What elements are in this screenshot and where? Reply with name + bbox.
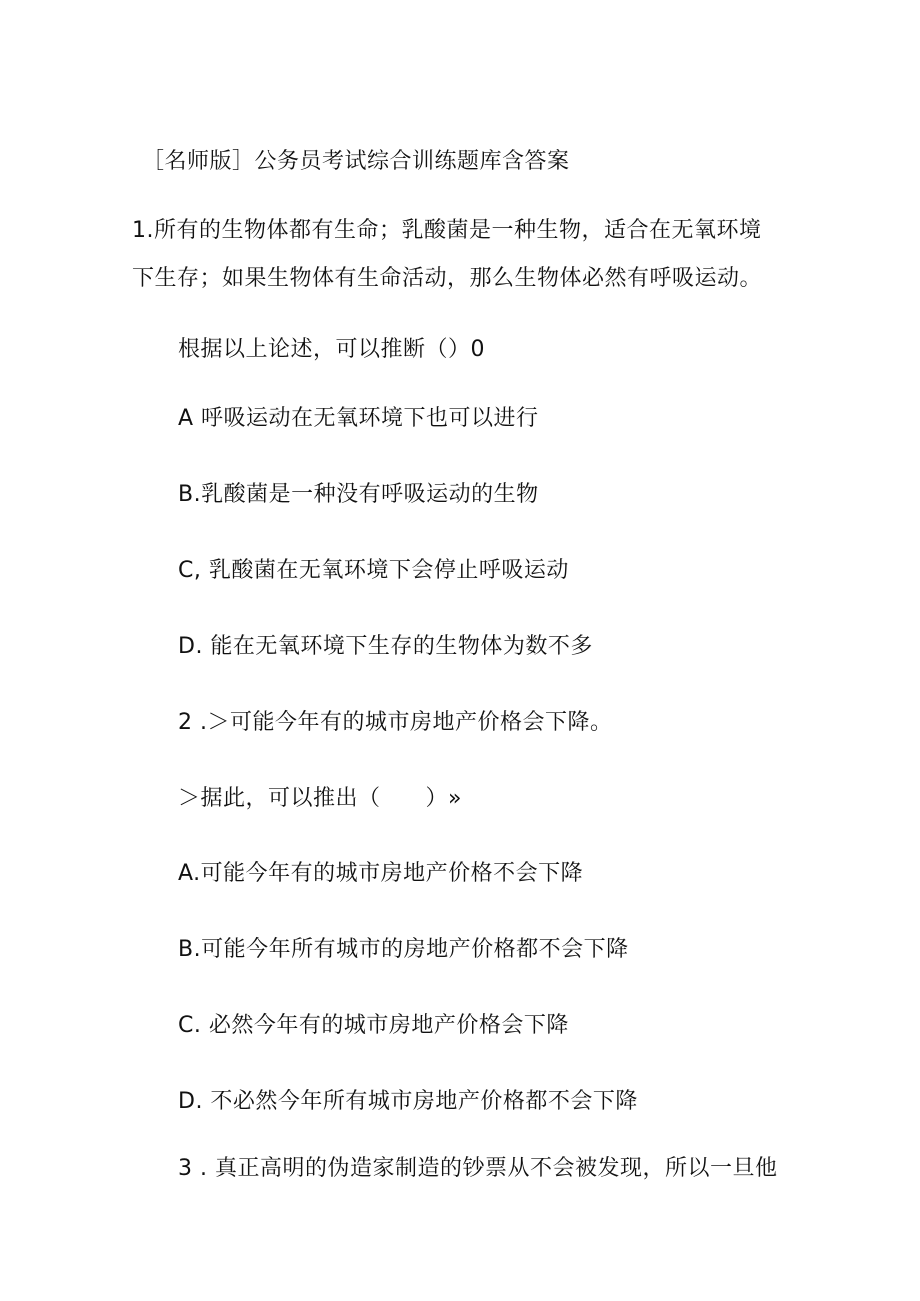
question-1-prompt: 根据以上论述，可以推断（）0: [178, 337, 485, 362]
question-1-option-a: A 呼吸运动在无氧环境下也可以进行: [178, 406, 539, 431]
question-1-text-line-1: 1.所有的生物体都有生命；乳酸菌是一种生物，适合在无氧环境: [132, 218, 762, 243]
question-2-option-b: B.可能今年所有城市的房地产价格都不会下降: [178, 937, 629, 962]
question-1-option-d: D. 能在无氧环境下生存的生物体为数不多: [178, 634, 593, 659]
question-1-text-line-2: 下生存；如果生物体有生命活动，那么生物体必然有呼吸运动。: [132, 266, 763, 291]
question-2-text-line-1: 2 .＞可能今年有的城市房地产价格会下降。: [178, 710, 613, 735]
question-3-text-line-1: 3 . 真正高明的伪造家制造的钞票从不会被发现，所以一旦他: [178, 1156, 778, 1181]
question-1-option-b: B.乳酸菌是一种没有呼吸运动的生物: [178, 482, 539, 507]
question-2-option-a: A.可能今年有的城市房地产价格不会下降: [178, 861, 584, 886]
document-title: ［名师版］公务员考试综合训练题库含答案: [142, 149, 570, 174]
question-2-option-c: C. 必然今年有的城市房地产价格会下降: [178, 1013, 569, 1038]
question-2-option-d: D. 不必然今年所有城市房地产价格都不会下降: [178, 1089, 638, 1114]
question-1-option-c: C, 乳酸菌在无氧环境下会停止呼吸运动: [178, 558, 569, 583]
question-2-prompt: ＞据此，可以推出（ ）»: [178, 786, 462, 811]
